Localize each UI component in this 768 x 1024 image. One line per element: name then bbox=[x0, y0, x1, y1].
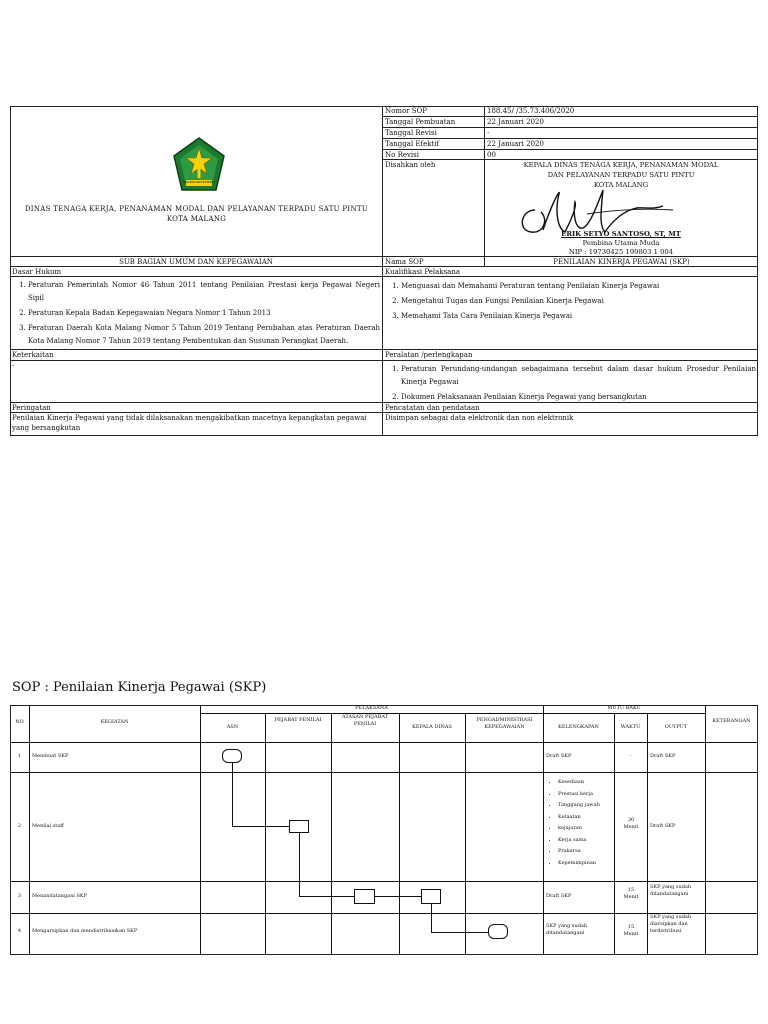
connector bbox=[431, 904, 432, 932]
col-activity-header: KEGIATAN bbox=[100, 719, 129, 725]
equipment-cell bbox=[383, 350, 758, 403]
flow-table bbox=[10, 705, 758, 955]
connector bbox=[232, 826, 289, 827]
row1-no: 1 bbox=[17, 753, 22, 759]
connector bbox=[299, 896, 354, 897]
flow-start-terminator bbox=[222, 749, 242, 763]
row3-completeness: Draft SKP bbox=[546, 893, 572, 899]
recording-cell bbox=[383, 403, 758, 436]
executor-pejabat-penilai: PEJABAT PENILAI bbox=[274, 717, 322, 723]
recording-label: Pencatatan dan pendataan bbox=[383, 403, 758, 413]
row1-output: Draft SKP bbox=[650, 753, 676, 759]
row2-activity: Menilai staff bbox=[32, 823, 64, 829]
row4-activity: Mengarsipkan dan mendistribusikan SKP bbox=[32, 928, 138, 934]
flow-end-terminator bbox=[488, 924, 508, 939]
flow-sign-process-atasan bbox=[354, 889, 375, 904]
quality-time: WAKTU bbox=[620, 724, 641, 730]
executor-kepala-dinas: KEPALA DINAS bbox=[412, 724, 452, 730]
row1-completeness: Draft SKP bbox=[546, 753, 572, 759]
row2-output: Draft SKP bbox=[650, 823, 676, 829]
equipment-list: 1. Peraturan Perundang-undangan sebagaimana tersebut dalam dasar hukum Prosedur Penilaian Kinerja Pegawai 2. Dokumen Pelaksanaan Penilaian Kinerja Pegawai yang bersangkutan bbox=[383, 363, 758, 404]
sop-info-grid bbox=[383, 106, 758, 160]
warning-cell bbox=[10, 403, 383, 436]
logo-caption: MALANG KUCECWARA bbox=[182, 181, 216, 184]
connector bbox=[299, 833, 300, 896]
executor-asn: ASN bbox=[226, 724, 239, 730]
row1-activity: Membuat SKP bbox=[32, 753, 69, 759]
quality-output: OUTPUT bbox=[664, 724, 688, 730]
row2-no: 2 bbox=[17, 823, 22, 829]
connector bbox=[232, 763, 233, 826]
col-remarks-header: KETERANGAN bbox=[712, 718, 751, 724]
sub-section-title: SUB BAGIAN UMUM DAN KEPEGAWAIAN bbox=[10, 257, 383, 267]
qualification-list: 1. Menguasai dan Memahami Peraturan tentang Penilaian Kinerja Pegawai 2. Mengetahui Tugas dan Fungsi Penilaian Kinerja Pegawai 3. Memahami Tata Cara Penilaian Kinerja Pegawai bbox=[383, 280, 758, 323]
legal-basis-list: 1. Peraturan Pemerintah Nomor 46 Tahun 2011 tentang Penilaian Prestasi kerja Pegawai Negeri Sipil 2. Peraturan Kepala Badan Kepegawaian Negara Nomor 1 Tahun 2013 3. Peraturan Daerah Kota Malang Nomor 5 Tahun 2019 Tentang Perubahan atas Peraturan Daerah Kota Malang Nomor 7 Tahun 2019 tentang Pembentukan dan Susunan Perangkat Daerah. bbox=[10, 279, 382, 348]
approver-name: ERIK SETYO SANTOSO, ST, MT bbox=[561, 230, 681, 238]
info-row-efektif: Tanggal Efektif 22 Januari 2020 bbox=[383, 139, 758, 150]
group-quality-header: MUTU BAKU bbox=[607, 705, 641, 711]
qualification-cell bbox=[383, 267, 758, 350]
warning-value: Penilaian Kinerja Pegawai yang tidak dilaksanakan mengakibatkan macetnya kepangkatan pegawai yang bersangkutan bbox=[12, 414, 367, 432]
row4-time: 15 Menit bbox=[623, 924, 639, 937]
approved-label: Disahkan oleh bbox=[385, 161, 436, 169]
row3-time: 15 Menit bbox=[623, 887, 639, 900]
approver-title-1: KEPALA DINAS TENAGA KERJA, PENANAMAN MODAL bbox=[523, 161, 719, 169]
flow-assess-process bbox=[289, 820, 309, 833]
row1-time: - bbox=[629, 753, 632, 759]
quality-completeness: KELENGKAPAN bbox=[558, 724, 599, 730]
connector bbox=[431, 932, 488, 933]
info-row-pembuatan: Tanggal Pembuatan 22 Januari 2020 bbox=[383, 117, 758, 128]
row4-no: 4 bbox=[17, 928, 22, 934]
executor-atasan: ATASAN PEJABAT PENILAI bbox=[342, 714, 388, 727]
row4-completeness: SKP yang sudah ditandatangani bbox=[546, 923, 588, 936]
sop-name-value: PENILAIAN KINERJA PEGAWAI (SKP) bbox=[553, 258, 690, 266]
warning-label: Peringatan bbox=[10, 403, 382, 413]
linkage-cell bbox=[10, 350, 383, 403]
info-row-revisi-date: Tanggal Revisi - bbox=[383, 128, 758, 139]
row3-output: SKP yang sudah ditandatangani bbox=[650, 884, 692, 897]
row3-no: 3 bbox=[17, 893, 22, 899]
row2-completeness-list: • Kesediaan • Prestasi kerja • Tanggung jawab • Ketaatan • kejujuran • Kerja sama • Prakarsa • Kepemimpinan bbox=[546, 777, 612, 869]
col-no-header: NO bbox=[15, 719, 24, 725]
approver-rank: Pembina Utama Muda bbox=[582, 239, 660, 247]
linkage-label: Keterkaitan bbox=[10, 350, 382, 361]
linkage-value: - bbox=[12, 362, 15, 370]
approver-title-2: DAN PELAYANAN TERPADU SATU PINTU bbox=[547, 171, 695, 179]
connector bbox=[375, 896, 421, 897]
sop-name-row: Nama SOP PENILAIAN KINERJA PEGAWAI (SKP) bbox=[383, 257, 758, 267]
row2-time: 30 Menit bbox=[623, 817, 639, 830]
agency-name: DINAS TENAGA KERJA, PENANAMAN MODAL DAN PELAYANAN TERPADU SATU PINTU bbox=[24, 205, 369, 213]
qualification-label: Kualifikasi Pelaksana bbox=[383, 267, 758, 277]
info-row-no-revisi: No Revisi 00 bbox=[383, 150, 758, 160]
executor-pengadministrasi: PENGADMINISTRASI KEPEGAWAIAN bbox=[476, 717, 533, 730]
approval-cell bbox=[383, 160, 758, 257]
city-logo bbox=[172, 136, 226, 194]
flow-sign-process-kadis bbox=[421, 889, 441, 904]
group-executor-header: PELAKSANA bbox=[355, 705, 388, 711]
row3-activity: Menandatangani SKP bbox=[32, 893, 88, 899]
identity-cell bbox=[10, 106, 383, 257]
approver-nip: NIP : 19730425 199803 1 004 bbox=[568, 248, 674, 256]
legal-basis-cell bbox=[10, 267, 383, 350]
info-row-nomor: Nomor SOP 188.45/ /35.73.406/2020 bbox=[383, 106, 758, 117]
flow-title: SOP : Penilaian Kinerja Pegawai (SKP) bbox=[12, 680, 267, 695]
legal-basis-label: Dasar Hukum bbox=[10, 267, 382, 277]
agency-city: KOTA MALANG bbox=[166, 215, 227, 223]
row4-output: SKP yang sudah diarsipkan dan terdistribusi bbox=[650, 914, 692, 934]
recording-value: Disimpan sebagai data elektronik dan non elektronik bbox=[385, 414, 574, 422]
approver-city: KOTA MALANG bbox=[593, 181, 649, 189]
equipment-label: Peralatan /perlengkapan bbox=[383, 350, 758, 361]
